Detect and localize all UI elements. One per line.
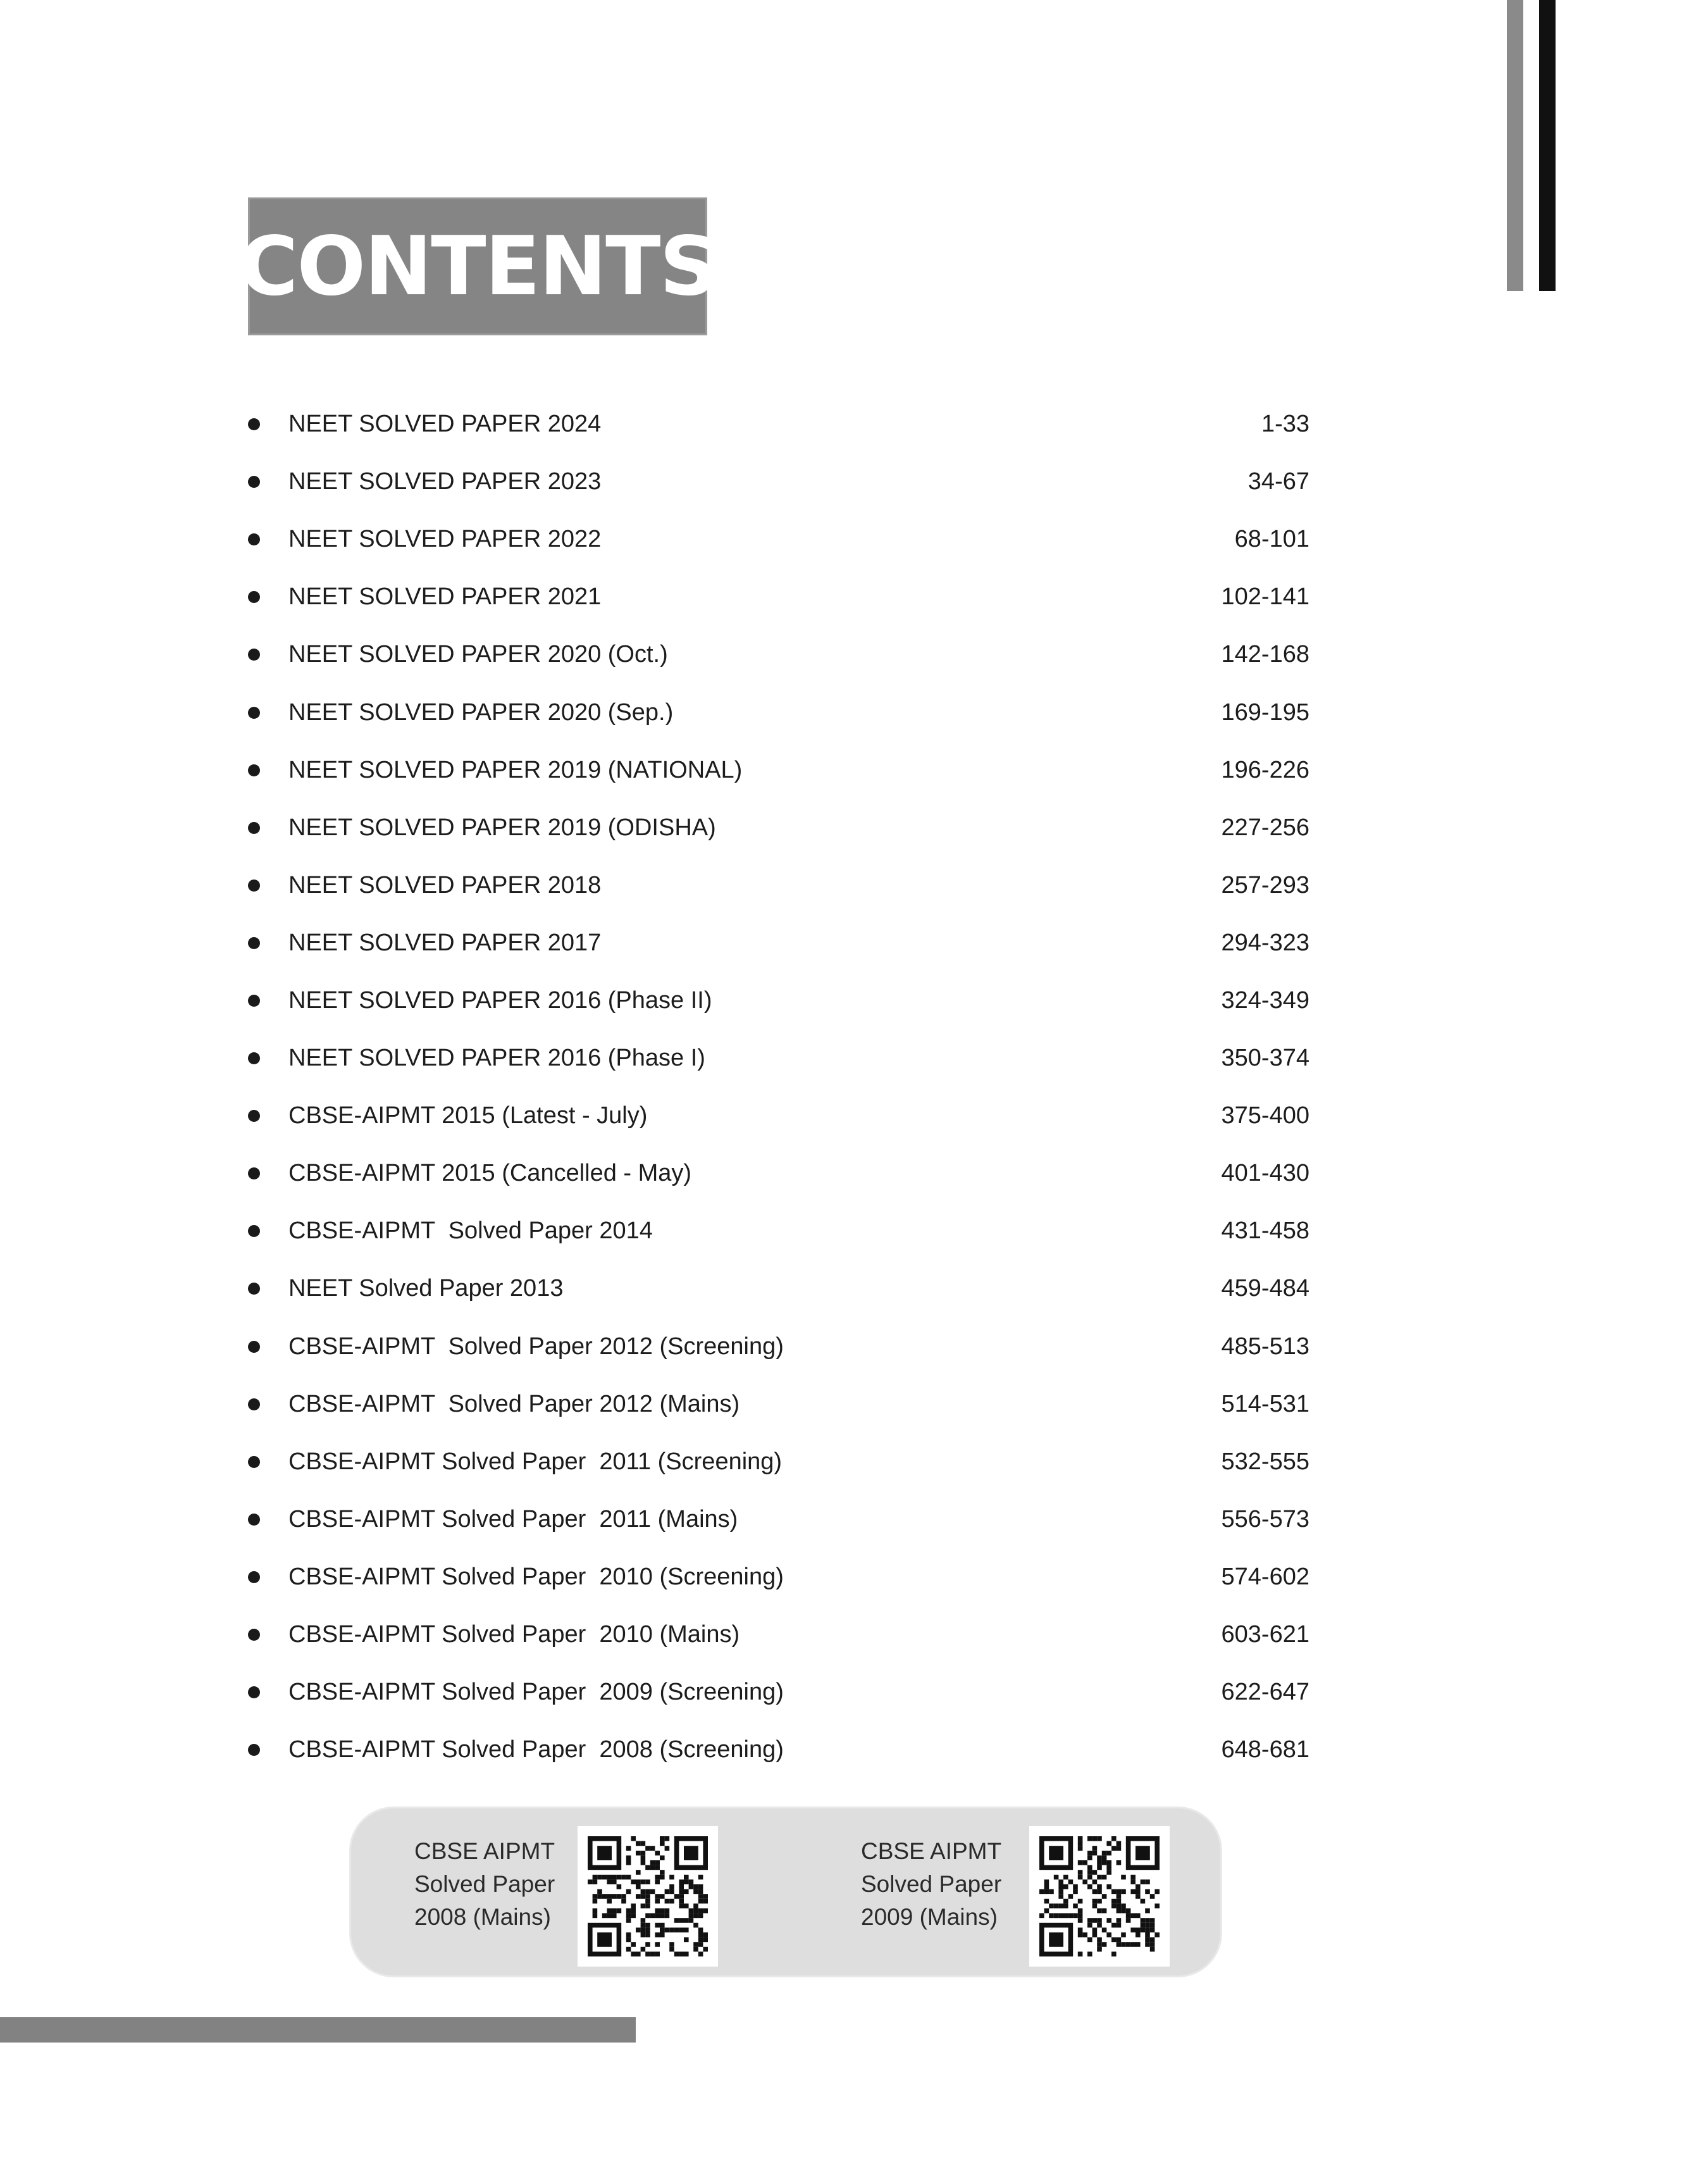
toc-entry-title: NEET SOLVED PAPER 2019 (NATIONAL) — [288, 756, 743, 783]
toc-entry — [247, 742, 1309, 799]
toc-entry-title: NEET SOLVED PAPER 2021 — [288, 583, 602, 611]
qr-label-line: Solved Paper — [861, 1871, 1002, 1897]
qr-label-2008-mains — [414, 1835, 555, 1934]
toc-entry — [247, 626, 1309, 683]
toc-entry-title: NEET SOLVED PAPER 2019 (ODISHA) — [288, 814, 716, 841]
toc-entry-title: CBSE-AIPMT Solved Paper 2011 (Mains) — [288, 1505, 738, 1533]
toc-entry-title: CBSE-AIPMT Solved Paper 2009 (Screening) — [288, 1679, 784, 1706]
toc-entry — [247, 395, 1309, 453]
bullet-icon — [248, 649, 260, 661]
toc-entry-title: CBSE-AIPMT 2015 (Cancelled - May) — [288, 1160, 692, 1187]
toc-entry-pages: 514-531 — [1221, 1390, 1309, 1417]
toc-entry-title: CBSE-AIPMT 2015 (Latest - July) — [288, 1102, 648, 1129]
toc-entry-title: NEET SOLVED PAPER 2023 — [288, 468, 602, 495]
toc-entry — [247, 1548, 1309, 1606]
toc-entry — [247, 1202, 1309, 1260]
bullet-icon — [248, 937, 260, 949]
bullet-icon — [248, 1341, 260, 1353]
bullet-icon — [248, 1283, 260, 1295]
toc-entry-pages: 485-513 — [1221, 1333, 1309, 1360]
toc-entry-pages: 257-293 — [1221, 871, 1309, 899]
qr-code-card-2009-mains[interactable] — [1029, 1826, 1170, 1967]
toc-entry — [247, 568, 1309, 626]
qr-label-line: CBSE AIPMT — [414, 1838, 555, 1864]
toc-entry-pages: 196-226 — [1221, 756, 1309, 783]
toc-entry-pages: 401-430 — [1221, 1160, 1309, 1187]
toc-entry-title: CBSE-AIPMT Solved Paper 2011 (Screening) — [288, 1448, 783, 1475]
toc-entry-pages: 169-195 — [1221, 699, 1309, 726]
toc-entry-title: NEET SOLVED PAPER 2020 (Sep.) — [288, 699, 674, 726]
qr-label-line: CBSE AIPMT — [861, 1838, 1002, 1864]
qr-label-line: Solved Paper — [414, 1871, 555, 1897]
toc-entry-pages: 375-400 — [1221, 1102, 1309, 1129]
toc-entry-pages: 556-573 — [1221, 1505, 1309, 1533]
bullet-icon — [248, 1167, 260, 1179]
qr-code-icon — [1039, 1836, 1160, 1956]
toc-entry-pages: 431-458 — [1221, 1217, 1309, 1245]
qr-code-icon — [588, 1836, 708, 1956]
bullet-icon — [248, 591, 260, 603]
toc-entry — [247, 683, 1309, 741]
bullet-icon — [248, 880, 260, 892]
bullet-icon — [248, 1629, 260, 1641]
toc-entry-title: NEET SOLVED PAPER 2024 — [288, 411, 602, 438]
bullet-icon — [248, 1110, 260, 1122]
toc-entry-title: CBSE-AIPMT Solved Paper 2012 (Mains) — [288, 1390, 740, 1417]
qr-label-line: 2009 (Mains) — [861, 1904, 998, 1930]
bullet-icon — [248, 1744, 260, 1756]
bullet-icon — [248, 1225, 260, 1237]
toc-entry — [247, 1433, 1309, 1491]
bullet-icon — [248, 1514, 260, 1526]
toc-entry-title: NEET SOLVED PAPER 2022 — [288, 526, 602, 553]
toc-entry-pages: 68-101 — [1234, 526, 1309, 553]
toc-entry — [247, 511, 1309, 568]
toc-entry-pages: 227-256 — [1221, 814, 1309, 841]
toc-entry — [247, 1145, 1309, 1202]
decorative-bottom-bar — [0, 2017, 636, 2043]
bullet-icon — [248, 995, 260, 1007]
bullet-icon — [248, 1571, 260, 1583]
bullet-icon — [248, 764, 260, 776]
toc-entry-title: CBSE-AIPMT Solved Paper 2010 (Mains) — [288, 1621, 740, 1648]
bullet-icon — [248, 1686, 260, 1698]
toc-entry-title: CBSE-AIPMT Solved Paper 2008 (Screening) — [288, 1736, 784, 1763]
page-title: CONTENTS — [238, 219, 717, 314]
toc-entry — [247, 1318, 1309, 1376]
qr-label-2009-mains — [861, 1835, 1001, 1934]
bullet-icon — [248, 476, 260, 488]
toc-entry — [247, 799, 1309, 857]
toc-entry-title: NEET Solved Paper 2013 — [288, 1275, 564, 1302]
toc-entry-title: CBSE-AIPMT Solved Paper 2010 (Screening) — [288, 1563, 784, 1590]
toc-entry — [247, 1721, 1309, 1779]
toc-entry — [247, 1664, 1309, 1721]
toc-entry — [247, 1260, 1309, 1317]
bullet-icon — [248, 1398, 260, 1410]
toc-entry-pages: 350-374 — [1221, 1045, 1309, 1072]
toc-entry-title: NEET SOLVED PAPER 2020 (Oct.) — [288, 641, 668, 668]
toc-entry-pages: 1-33 — [1261, 411, 1309, 438]
toc-entry — [247, 1087, 1309, 1145]
bullet-icon — [248, 1052, 260, 1064]
contents-heading-box — [238, 197, 717, 335]
toc-entry — [247, 1491, 1309, 1548]
toc-entry-pages: 324-349 — [1221, 986, 1309, 1014]
bullet-icon — [248, 707, 260, 719]
bullet-icon — [248, 822, 260, 834]
toc-entry — [247, 1606, 1309, 1664]
toc-entry-pages: 648-681 — [1221, 1736, 1309, 1763]
toc-entry-title: CBSE-AIPMT Solved Paper 2012 (Screening) — [288, 1333, 784, 1360]
toc-entry-title: NEET SOLVED PAPER 2017 — [288, 929, 602, 956]
toc-entry-pages: 102-141 — [1221, 583, 1309, 611]
decorative-black-bar — [1539, 0, 1556, 291]
toc-entry — [247, 914, 1309, 972]
toc-entry-pages: 574-602 — [1221, 1563, 1309, 1590]
toc-entry-pages: 532-555 — [1221, 1448, 1309, 1475]
toc-entry — [247, 1376, 1309, 1433]
table-of-contents — [247, 395, 1309, 1779]
toc-entry — [247, 453, 1309, 511]
toc-entry-pages: 294-323 — [1221, 929, 1309, 956]
bullet-icon — [248, 533, 260, 545]
toc-entry-pages: 34-67 — [1247, 468, 1309, 495]
toc-entry-pages: 603-621 — [1221, 1621, 1309, 1648]
decorative-gray-bar — [1507, 0, 1523, 291]
toc-entry-title: NEET SOLVED PAPER 2018 — [288, 871, 602, 899]
toc-entry — [247, 1029, 1309, 1087]
bullet-icon — [248, 418, 260, 430]
toc-entry — [247, 972, 1309, 1029]
toc-entry — [247, 857, 1309, 914]
qr-code-card-2008-mains[interactable] — [578, 1826, 718, 1967]
toc-entry-title: NEET SOLVED PAPER 2016 (Phase I) — [288, 1045, 705, 1072]
toc-entry-pages: 142-168 — [1221, 641, 1309, 668]
toc-entry-pages: 459-484 — [1221, 1275, 1309, 1302]
toc-entry-pages: 622-647 — [1221, 1679, 1309, 1706]
toc-entry-title: NEET SOLVED PAPER 2016 (Phase II) — [288, 986, 712, 1014]
qr-label-line: 2008 (Mains) — [414, 1904, 551, 1930]
bullet-icon — [248, 1456, 260, 1468]
qr-panel — [349, 1807, 1222, 1977]
toc-entry-title: CBSE-AIPMT Solved Paper 2014 — [288, 1217, 653, 1245]
